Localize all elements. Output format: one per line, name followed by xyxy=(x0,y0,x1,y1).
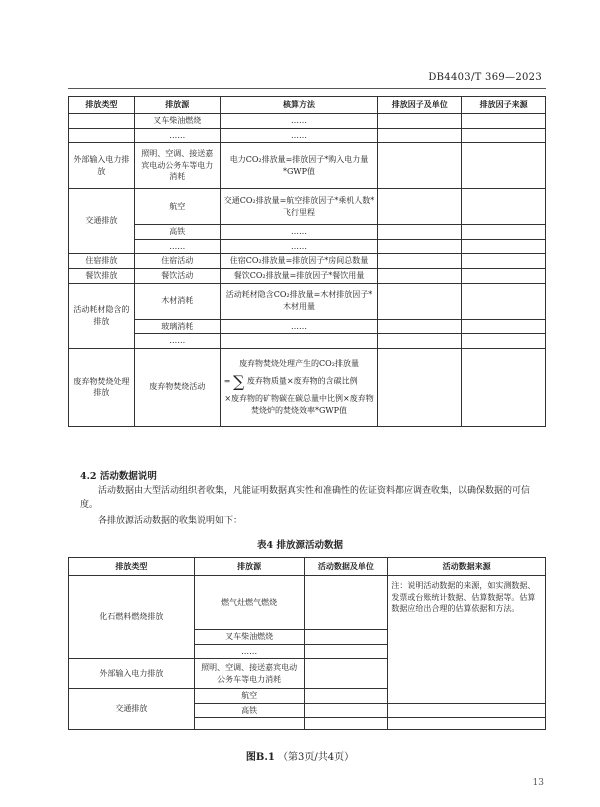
waste-formula-line-1: 废弃物焚烧处理产生的CO₂排放量 xyxy=(239,359,359,369)
category-cell: 外部输入电力排放 xyxy=(69,143,135,189)
category-cell: 外部输入电力排放 xyxy=(69,659,195,689)
figure-caption xyxy=(0,748,600,763)
method-cell: 交通CO₂排放量=航空排放因子*乘机人数*飞行里程 xyxy=(220,189,378,225)
header-cell: 排放源 xyxy=(194,558,304,576)
source-cell: 燃气灶燃气燃烧 xyxy=(194,576,304,630)
header-cell: 活动数据及单位 xyxy=(304,558,388,576)
method-cell: …… xyxy=(220,128,378,143)
header-cell: 排放因子及单位 xyxy=(378,97,462,114)
method-cell: 活动耗材隐含CO₂排放量=木材排放因子*木材用量 xyxy=(220,283,378,319)
source-cell: …… xyxy=(134,239,220,254)
category-cell: 废弃物焚烧处理排放 xyxy=(69,348,135,426)
source-cell: 高铁 xyxy=(134,225,220,240)
header-cell: 排放因子来源 xyxy=(462,97,546,114)
source-cell: 叉车柴油燃烧 xyxy=(194,630,304,645)
method-cell: 餐饮CO₂排放量=排放因子*餐饮用量 xyxy=(220,268,378,283)
page-of-label: （第3页/共4页） xyxy=(278,752,355,763)
equals-sign: = xyxy=(223,376,231,386)
method-cell xyxy=(220,348,378,426)
emission-method-table xyxy=(68,96,546,427)
method-cell: …… xyxy=(220,239,378,254)
waste-formula-term: 废弃物质量×废弃物的含碳比例 xyxy=(246,376,358,386)
figure-label: 图B.1 xyxy=(245,752,275,763)
method-cell: …… xyxy=(220,114,378,129)
page-number: 13 xyxy=(532,778,544,788)
source-cell: 高铁 xyxy=(194,703,304,718)
source-cell: 住宿活动 xyxy=(134,254,220,269)
header-cell: 活动数据来源 xyxy=(388,558,546,576)
method-cell: …… xyxy=(220,225,378,240)
method-cell: 住宿CO₂排放量=排放因子*房间总数量 xyxy=(220,254,378,269)
method-cell: …… xyxy=(220,319,378,334)
header-cell: 排放类型 xyxy=(69,97,135,114)
waste-formula-line-3: ×废弃物的矿物碳在碳总量中比例×废弃物焚烧炉的焚烧效率*GWP值 xyxy=(224,394,374,415)
table-caption: 表4 排放源活动数据 xyxy=(257,540,343,551)
source-cell: …… xyxy=(194,644,304,659)
category-cell: 交通排放 xyxy=(69,689,195,730)
source-cell: 叉车柴油燃烧 xyxy=(134,114,220,129)
source-cell: 照明、空调、接送嘉宾电动公务车等电力消耗 xyxy=(134,143,220,189)
source-cell: 木材消耗 xyxy=(134,283,220,319)
category-cell: 交通排放 xyxy=(69,189,135,254)
header-rule xyxy=(68,88,546,89)
activity-data-table xyxy=(68,557,546,730)
category-cell: 化石燃料燃烧排放 xyxy=(69,576,195,659)
header-cell: 排放类型 xyxy=(69,558,195,576)
sum-symbol: ∑ xyxy=(232,371,245,391)
document-code: DB4403/T 369—2023 xyxy=(428,72,542,83)
source-cell: 航空 xyxy=(194,689,304,704)
header-cell: 核算方法 xyxy=(220,97,378,114)
source-cell: …… xyxy=(134,334,220,349)
source-cell: 废弃物焚烧活动 xyxy=(134,348,220,426)
paragraph: 各排放源活动数据的收集说明如下： xyxy=(98,516,243,526)
source-cell: …… xyxy=(134,128,220,143)
source-cell: 航空 xyxy=(134,189,220,225)
source-cell: 玻璃消耗 xyxy=(134,319,220,334)
note-cell: 注：说明活动数据的来源，如实测数据、发票或台账统计数据、估算数据等。估算数据应给出合理的估算依据和方法。 xyxy=(388,576,546,704)
source-cell: 照明、空调、接送嘉宾电动公务车等电力消耗 xyxy=(194,659,304,689)
section-title: 4.2 活动数据说明 xyxy=(80,471,157,482)
paragraph: 活动数据由大型活动组织者收集，凡能证明数据真实性和准确性的佐证资料都应调查收集，以确保数据的可信度。 xyxy=(80,486,531,510)
category-cell: 餐饮排放 xyxy=(69,268,135,283)
method-cell: 电力CO₂排放量=排放因子*购入电力量*GWP值 xyxy=(220,143,378,189)
header-cell: 排放源 xyxy=(134,97,220,114)
category-cell: 住宿排放 xyxy=(69,254,135,269)
category-cell: 活动耗材隐含的排放 xyxy=(69,283,135,348)
source-cell: 餐饮活动 xyxy=(134,268,220,283)
waste-formula-line-2 xyxy=(224,370,375,393)
